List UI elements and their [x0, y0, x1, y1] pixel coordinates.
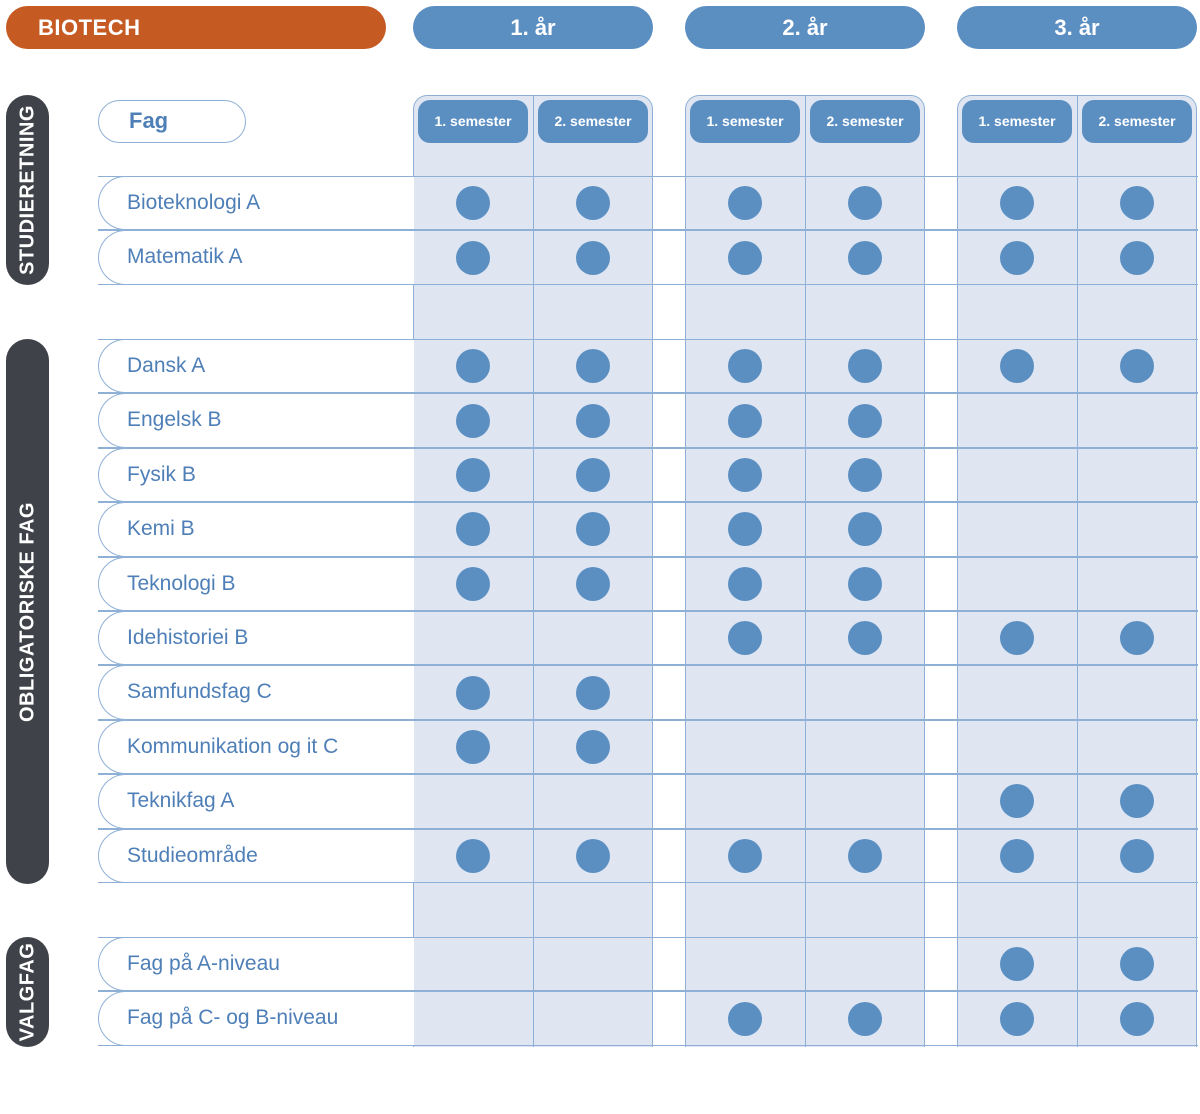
semester-dot: [728, 839, 762, 873]
section-label-1: [6, 95, 49, 285]
semester-dot: [728, 458, 762, 492]
semester-dot: [456, 241, 490, 275]
year-header-2: 2. år: [685, 6, 925, 49]
semester-dot: [456, 730, 490, 764]
program-title: BIOTECH: [6, 6, 386, 49]
semester-dot: [576, 241, 610, 275]
semester-dot: [576, 458, 610, 492]
semester-dot: [728, 1002, 762, 1036]
semester-header-y1-s2: 2. semester: [538, 100, 648, 143]
subject-label: Dansk A: [98, 339, 414, 393]
section-label-text: STUDIERETNING: [16, 105, 38, 275]
semester-header-y1-s1: 1. semester: [418, 100, 528, 143]
semester-header-y3-s2: 2. semester: [1082, 100, 1192, 143]
semester-dot: [456, 349, 490, 383]
subject-label: Kemi B: [98, 502, 414, 556]
semester-dot: [576, 676, 610, 710]
semester-dot: [848, 458, 882, 492]
subject-label: Teknikfag A: [98, 774, 414, 828]
semester-dot: [1000, 947, 1034, 981]
semester-dot: [1000, 839, 1034, 873]
semester-header-y3-s1: 1. semester: [962, 100, 1072, 143]
semester-dot: [728, 241, 762, 275]
subject-label: Idehistoriei B: [98, 611, 414, 665]
subject-label: Studieområde: [98, 829, 414, 883]
semester-dot: [848, 186, 882, 220]
semester-dot: [848, 621, 882, 655]
semester-dot: [848, 567, 882, 601]
semester-header-y2-s2: 2. semester: [810, 100, 920, 143]
semester-dot: [1000, 1002, 1034, 1036]
semester-dot: [576, 404, 610, 438]
subject-label: Teknologi B: [98, 557, 414, 611]
year-header-3: 3. år: [957, 6, 1197, 49]
semester-dot: [728, 404, 762, 438]
subject-label: Engelsk B: [98, 393, 414, 447]
subject-label: Fysik B: [98, 448, 414, 502]
year-header-1: 1. år: [413, 6, 653, 49]
semester-dot: [456, 458, 490, 492]
semester-dot: [1000, 621, 1034, 655]
semester-dot: [1000, 349, 1034, 383]
subject-label: Kommunikation og it C: [98, 720, 414, 774]
semester-dot: [1120, 241, 1154, 275]
subject-label: Matematik A: [98, 230, 414, 284]
semester-dot: [456, 676, 490, 710]
subject-label: Fag på C- og B-niveau: [98, 991, 414, 1045]
semester-dot: [848, 241, 882, 275]
semester-dot: [1000, 186, 1034, 220]
semester-dot: [848, 349, 882, 383]
semester-dot: [456, 839, 490, 873]
semester-dot: [728, 186, 762, 220]
semester-dot: [576, 186, 610, 220]
semester-dot: [848, 839, 882, 873]
semester-dot: [1120, 186, 1154, 220]
section-label-text: OBLIGATORISKE FAG: [16, 501, 38, 722]
semester-dot: [1120, 1002, 1154, 1036]
semester-dot: [576, 730, 610, 764]
semester-dot: [1120, 947, 1154, 981]
semester-dot: [1120, 349, 1154, 383]
semester-dot: [456, 186, 490, 220]
semester-dot: [576, 567, 610, 601]
semester-header-y2-s1: 1. semester: [690, 100, 800, 143]
semester-dot: [1120, 621, 1154, 655]
semester-dot: [576, 839, 610, 873]
section-label-2: [6, 339, 49, 884]
semester-dot: [456, 404, 490, 438]
semester-dot: [456, 567, 490, 601]
section-label-3: [6, 937, 49, 1047]
semester-dot: [848, 404, 882, 438]
semester-dot: [848, 1002, 882, 1036]
subject-label: Samfundsfag C: [98, 665, 414, 719]
subject-label: Fag på A-niveau: [98, 937, 414, 991]
fag-header: Fag: [98, 100, 246, 143]
semester-dot: [728, 567, 762, 601]
subject-label: Bioteknologi A: [98, 176, 414, 230]
semester-dot: [576, 349, 610, 383]
semester-dot: [728, 349, 762, 383]
semester-dot: [1000, 241, 1034, 275]
semester-dot: [1120, 839, 1154, 873]
semester-dot: [728, 621, 762, 655]
section-label-text: VALGFAG: [16, 942, 38, 1042]
